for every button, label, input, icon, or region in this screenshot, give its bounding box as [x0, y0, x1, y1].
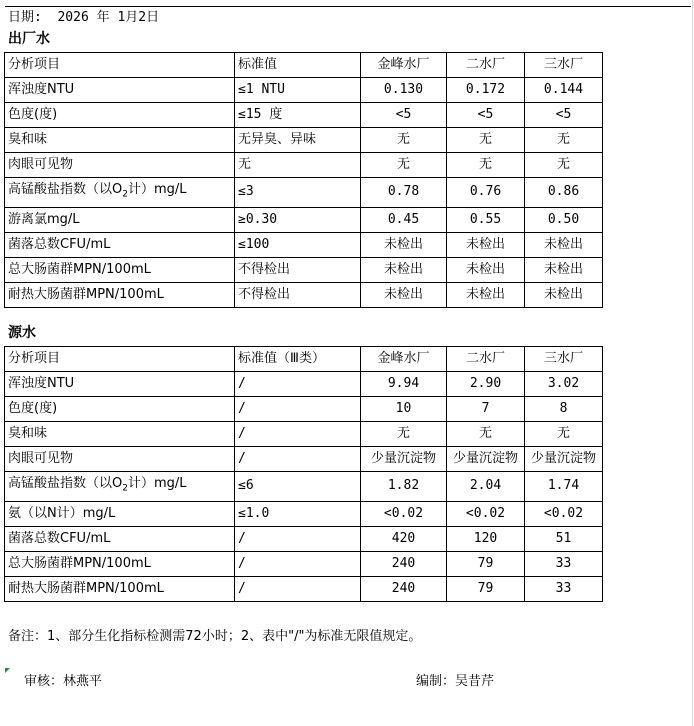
- date-value: 2026 年 1月2日: [57, 10, 160, 25]
- item-cell: 浑浊度NTU: [5, 78, 235, 103]
- jinfeng-cell: 少量沉淀物: [361, 447, 447, 472]
- jinfeng-cell: 未检出: [361, 282, 447, 307]
- item-cell: 色度(度): [5, 103, 235, 128]
- jinfeng-cell: <5: [361, 103, 447, 128]
- remark-note: 备注：1、部分生化指标检测需72小时；2、表中"/"为标准无限值规定。: [8, 629, 422, 644]
- standard-cell: /: [235, 576, 361, 601]
- plant2-cell: <0.02: [447, 501, 525, 526]
- plant2-cell: 120: [447, 526, 525, 551]
- plant2-cell: 未检出: [447, 232, 525, 257]
- outlet-header-row: [5, 53, 603, 78]
- standard-cell: 无异臭、异味: [235, 128, 361, 153]
- standard-cell: ≤1.0: [235, 501, 361, 526]
- standard-cell: /: [235, 447, 361, 472]
- jinfeng-cell: <0.02: [361, 501, 447, 526]
- plant2-cell: 0.172: [447, 78, 525, 103]
- standard-cell: ≤6: [235, 472, 361, 502]
- header-item-cell: 分析项目: [5, 53, 235, 78]
- header-plant3-cell: 三水厂: [525, 53, 603, 78]
- item-cell: 肉眼可见物: [5, 153, 235, 178]
- jinfeng-cell: 未检出: [361, 232, 447, 257]
- table-row: [5, 257, 603, 282]
- standard-cell: ≤3: [235, 178, 361, 208]
- plant2-cell: 无: [447, 128, 525, 153]
- jinfeng-cell: 0.78: [361, 178, 447, 208]
- plant2-cell: 无: [447, 153, 525, 178]
- plant3-cell: 未检出: [525, 282, 603, 307]
- table-row: [5, 447, 603, 472]
- item-cell: 耐热大肠菌群MPN/100mL: [5, 282, 235, 307]
- jinfeng-cell: 0.45: [361, 207, 447, 232]
- plant2-cell: 79: [447, 576, 525, 601]
- table-row: [5, 128, 603, 153]
- item-cell: 色度(度): [5, 397, 235, 422]
- jinfeng-cell: 无: [361, 153, 447, 178]
- jinfeng-cell: 9.94: [361, 372, 447, 397]
- plant3-cell: 无: [525, 153, 603, 178]
- standard-cell: 无: [235, 153, 361, 178]
- table-row: [5, 397, 603, 422]
- cell-comment-marker: [5, 668, 10, 673]
- plant3-cell: 无: [525, 422, 603, 447]
- table-row: [5, 207, 603, 232]
- item-cell: 总大肠菌群MPN/100mL: [5, 551, 235, 576]
- standard-cell: /: [235, 397, 361, 422]
- report-date: [8, 7, 159, 29]
- jinfeng-cell: 无: [361, 422, 447, 447]
- date-label: 日期:: [8, 10, 42, 25]
- jinfeng-cell: 10: [361, 397, 447, 422]
- plant2-cell: 79: [447, 551, 525, 576]
- table-row: [5, 372, 603, 397]
- plant3-cell: 33: [525, 551, 603, 576]
- plant3-cell: 51: [525, 526, 603, 551]
- plant3-cell: 少量沉淀物: [525, 447, 603, 472]
- table-row: [5, 178, 603, 208]
- standard-cell: /: [235, 526, 361, 551]
- table-row: [5, 103, 603, 128]
- jinfeng-cell: 0.130: [361, 78, 447, 103]
- plant2-cell: 未检出: [447, 282, 525, 307]
- plant2-cell: 2.04: [447, 472, 525, 502]
- header-item-cell: 分析项目: [5, 347, 235, 372]
- plant2-cell: 少量沉淀物: [447, 447, 525, 472]
- item-cell: 总大肠菌群MPN/100mL: [5, 257, 235, 282]
- jinfeng-cell: 1.82: [361, 472, 447, 502]
- plant3-cell: 33: [525, 576, 603, 601]
- standard-cell: /: [235, 422, 361, 447]
- plant2-cell: 0.55: [447, 207, 525, 232]
- table-row: [5, 472, 603, 502]
- item-cell: 游离氯mg/L: [5, 207, 235, 232]
- standard-cell: 不得检出: [235, 257, 361, 282]
- header-jinfeng-cell: 金峰水厂: [361, 53, 447, 78]
- plant3-cell: 0.144: [525, 78, 603, 103]
- standard-cell: ≤100: [235, 232, 361, 257]
- jinfeng-cell: 420: [361, 526, 447, 551]
- plant3-cell: 未检出: [525, 257, 603, 282]
- source-header-row: [5, 347, 603, 372]
- sheet-edge: [692, 0, 693, 726]
- jinfeng-cell: 240: [361, 576, 447, 601]
- plant3-cell: 0.86: [525, 178, 603, 208]
- plant2-cell: 2.90: [447, 372, 525, 397]
- header-standard-cell: 标准值: [235, 53, 361, 78]
- item-cell: 耐热大肠菌群MPN/100mL: [5, 576, 235, 601]
- header-standard-cell: 标准值（Ⅲ类）: [235, 347, 361, 372]
- plant2-cell: 7: [447, 397, 525, 422]
- table-row: [5, 153, 603, 178]
- item-cell: 肉眼可见物: [5, 447, 235, 472]
- standard-cell: ≤15 度: [235, 103, 361, 128]
- plant3-cell: 8: [525, 397, 603, 422]
- item-cell: 臭和味: [5, 128, 235, 153]
- plant3-cell: 3.02: [525, 372, 603, 397]
- item-cell: 臭和味: [5, 422, 235, 447]
- standard-cell: ≤1 NTU: [235, 78, 361, 103]
- standard-cell: /: [235, 551, 361, 576]
- jinfeng-cell: 240: [361, 551, 447, 576]
- table-row: [5, 282, 603, 307]
- standard-cell: 不得检出: [235, 282, 361, 307]
- plant2-cell: 无: [447, 422, 525, 447]
- standard-cell: ≥0.30: [235, 207, 361, 232]
- plant3-cell: 1.74: [525, 472, 603, 502]
- editor-signature: 编制：吴昔芹: [416, 674, 495, 689]
- item-cell: 菌落总数CFU/mL: [5, 526, 235, 551]
- outlet-section-title: 出厂水: [8, 31, 50, 47]
- table-row: [5, 526, 603, 551]
- header-plant2-cell: 二水厂: [447, 53, 525, 78]
- item-cell: 高锰酸盐指数（以$O_2$计）mg/L: [5, 178, 235, 208]
- outlet-water-table: [4, 52, 603, 308]
- item-cell: 氨（以N计）mg/L: [5, 501, 235, 526]
- plant3-cell: 无: [525, 128, 603, 153]
- table-row: [5, 422, 603, 447]
- plant3-cell: <5: [525, 103, 603, 128]
- plant3-cell: 0.50: [525, 207, 603, 232]
- header-jinfeng-cell: 金峰水厂: [361, 347, 447, 372]
- item-cell: 菌落总数CFU/mL: [5, 232, 235, 257]
- jinfeng-cell: 未检出: [361, 257, 447, 282]
- reviewer-signature: 审核：林燕平: [24, 674, 103, 689]
- item-cell: 高锰酸盐指数（以$O_2$计）mg/L: [5, 472, 235, 502]
- source-water-table: [4, 346, 603, 602]
- plant3-cell: <0.02: [525, 501, 603, 526]
- plant3-cell: 未检出: [525, 232, 603, 257]
- jinfeng-cell: 无: [361, 128, 447, 153]
- plant2-cell: 0.76: [447, 178, 525, 208]
- table-row: [5, 576, 603, 601]
- table-row: [5, 551, 603, 576]
- plant2-cell: 未检出: [447, 257, 525, 282]
- header-plant2-cell: 二水厂: [447, 347, 525, 372]
- item-cell: 浑浊度NTU: [5, 372, 235, 397]
- table-row: [5, 232, 603, 257]
- plant2-cell: <5: [447, 103, 525, 128]
- source-section-title: 源水: [8, 325, 36, 341]
- standard-cell: /: [235, 372, 361, 397]
- table-row: [5, 78, 603, 103]
- table-row: [5, 501, 603, 526]
- header-plant3-cell: 三水厂: [525, 347, 603, 372]
